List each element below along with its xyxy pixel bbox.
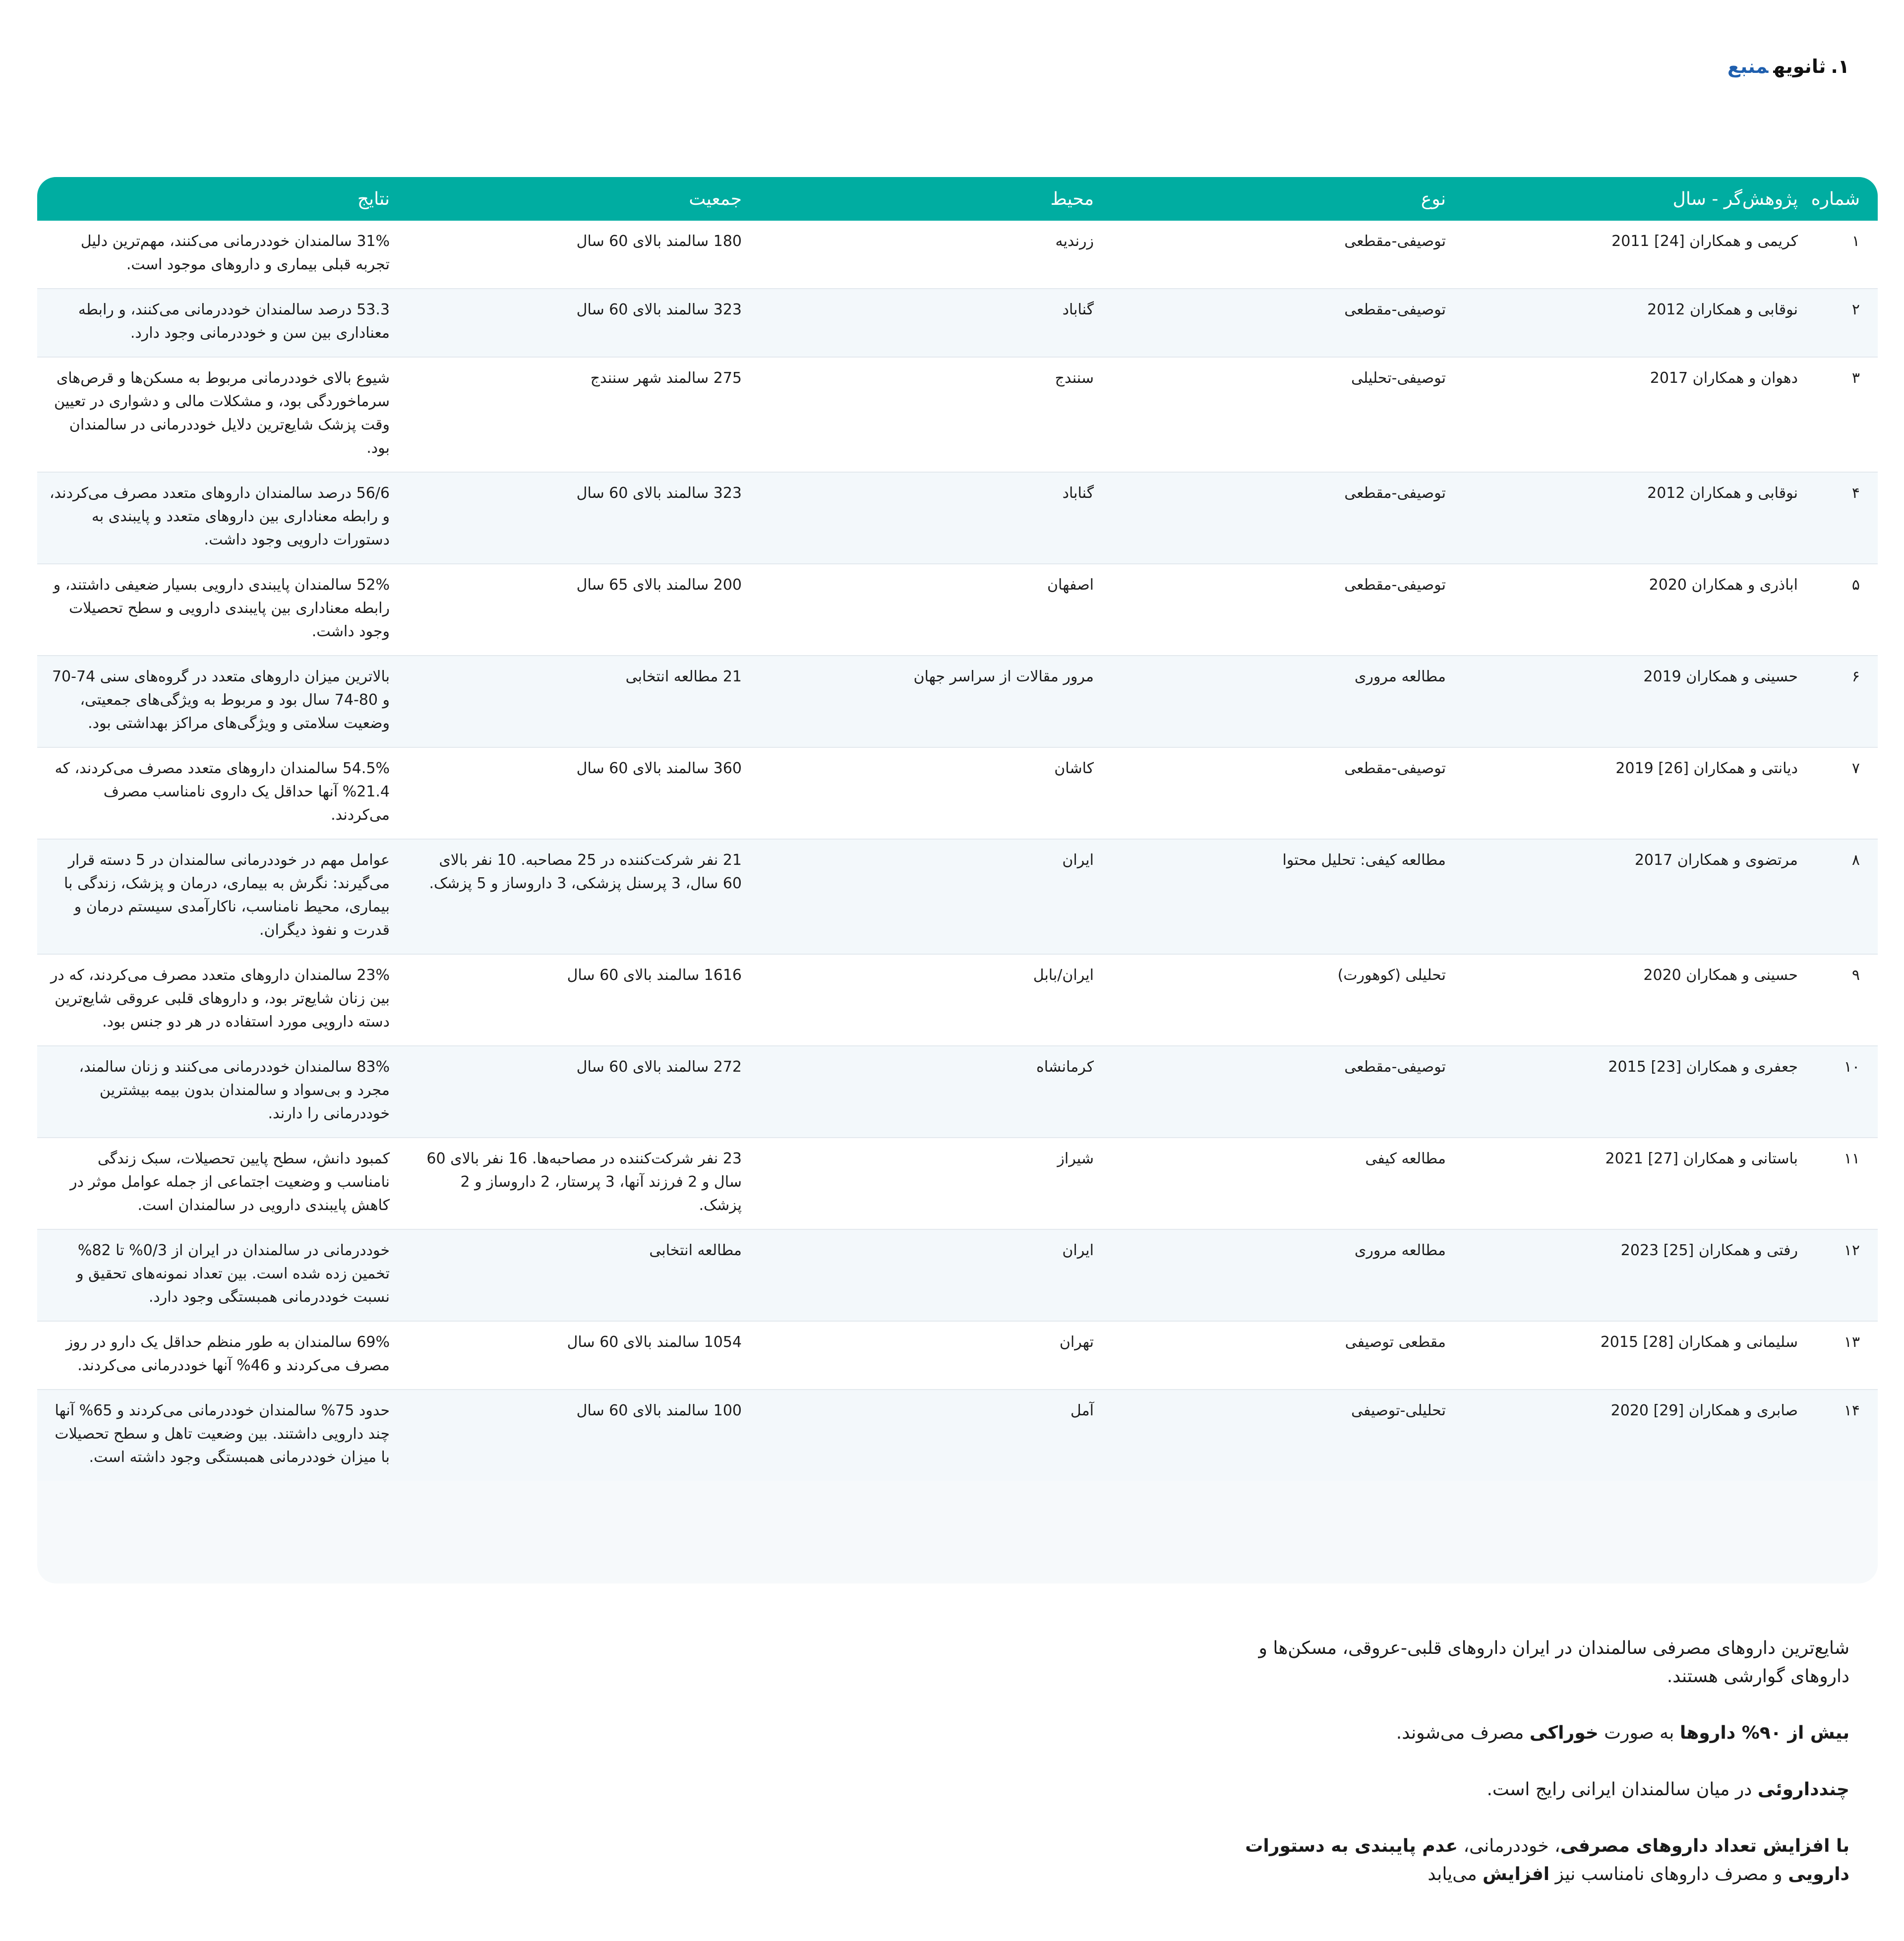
cell-setting: شیراز	[760, 1138, 1112, 1229]
cell-population: مطالعه انتخابی	[408, 1229, 760, 1321]
cell-researcher: مرتضوی و همکاران 2017	[1464, 839, 1816, 954]
cell-population: 1054 سالمند بالای 60 سال	[408, 1321, 760, 1390]
cell-setting: سنندج	[760, 357, 1112, 472]
note-increase	[1235, 1832, 1849, 1888]
cell-researcher: صابری و همکاران [29] 2020	[1610, 1402, 1798, 1419]
column-header-researcher: پژوهش‌گر - سال	[1672, 188, 1798, 209]
note-oral-text-2: مصرف می‌شوند.	[1396, 1723, 1530, 1743]
cell-number: ۱۱	[1816, 1138, 1878, 1229]
cell-researcher: اباذری و همکاران 2020	[1464, 564, 1816, 656]
cell-type: مطالعه مروری	[1112, 656, 1464, 747]
table-row	[37, 472, 1878, 564]
cell-number: ۲	[1816, 289, 1878, 357]
cell-type: توصیفی-مقطعی	[1112, 472, 1464, 564]
cell-population: 275 سالمند شهر سنندج	[408, 357, 760, 472]
cell-setting: زرندیه	[760, 221, 1112, 289]
cell-researcher: حسینی و همکاران 2019	[1464, 656, 1816, 747]
table-row	[37, 357, 1878, 472]
cell-researcher: دهوان و همکاران 2017	[1464, 357, 1816, 472]
cell-population: 21 نفر شرکت‌کننده در 25 مصاحبه. 10 نفر بالای 60 سال، 3 پرسنل پزشکی، 3 داروساز و 5 پزشک.	[408, 839, 760, 954]
cell-result: 53.3 درصد سالمندان خوددرمانی می‌کنند، و رابطه معناداری بین سن و خوددرمانی وجود دارد.	[37, 289, 408, 357]
cell-number: ۱۲	[1816, 1229, 1878, 1321]
cell-researcher: باستانی و همکاران [27] 2021	[1464, 1138, 1816, 1229]
heading-number: ۱.	[1831, 56, 1849, 77]
cell-setting: آمل	[1070, 1402, 1094, 1419]
cell-result: حدود 75% سالمندان خوددرمانی می‌کردند و 65% آنها چند دارویی داشتند. بین وضعیت تاهل و سطح تحصیلات با میزان خوددرمانی همبستگی وجود داشته است.	[55, 1402, 390, 1466]
cell-result: 31% سالمندان خوددرمانی می‌کنند، مهم‌ترین دلیل تجربه قبلی بیماری و داروهای موجود است.	[37, 221, 408, 289]
studies-table	[37, 177, 1878, 1481]
cell-population: 23 نفر شرکت‌کننده در مصاحبه‌ها. 16 نفر بالای 60 سال و 2 فرزند آنها، 3 پرستار، 2 داروساز و 2 پزشک.	[408, 1138, 760, 1229]
table-row	[37, 1046, 1878, 1138]
cell-type: تحلیلی (کوهورت)	[1112, 954, 1464, 1046]
note-polypharmacy	[1235, 1775, 1849, 1804]
cell-setting: ایران	[760, 1229, 1112, 1321]
note-oral-text-1: به صورت	[1598, 1723, 1680, 1743]
cell-type: مقطعی توصیفی	[1112, 1321, 1464, 1390]
cell-setting: مرور مقالات از سراسر جهان	[760, 656, 1112, 747]
table-row	[37, 289, 1878, 357]
table-row	[37, 747, 1878, 839]
column-header-type: نوع	[1421, 188, 1446, 209]
cell-result: 69% سالمندان به طور منظم حداقل یک دارو در روز مصرف می‌کردند و 46% آنها خوددرمانی می‌کردند.	[37, 1321, 408, 1390]
cell-setting: تهران	[760, 1321, 1112, 1390]
note-increase-text-2: و مصرف داروهای نامناسب نیز	[1549, 1864, 1788, 1884]
cell-result: 54.5% سالمندان داروهای متعدد مصرف می‌کردند، که 21.4% آنها حداقل یک داروی نامناسب مصرف می‌کردند.	[37, 747, 408, 839]
column-header-setting: محیط	[1050, 188, 1094, 209]
cell-number: ۷	[1816, 747, 1878, 839]
cell-result: کمبود دانش، سطح پایین تحصیلات، سبک زندگی نامناسب و وضعیت اجتماعی از جمله عوامل موثر در کاهش پایبندی دارویی در سالمندان است.	[37, 1138, 408, 1229]
cell-researcher: حسینی و همکاران 2020	[1464, 954, 1816, 1046]
summary-notes	[1235, 1634, 1849, 1917]
note-increase-bold-3: افزایش	[1483, 1864, 1550, 1884]
cell-type: توصیفی-مقطعی	[1112, 221, 1464, 289]
cell-number: ۶	[1816, 656, 1878, 747]
cell-result: 52% سالمندان پایبندی دارویی بسیار ضعیفی داشتند، و رابطه معناداری بین پایبندی دارویی و سطح تحصیلات وجود داشت.	[37, 564, 408, 656]
note-oral-bold-2: خوراکی	[1529, 1723, 1599, 1743]
note-common-drugs-text: شایع‌ترین داروهای مصرفی سالمندان در ایران داروهای قلبی-عروقی، مسکن‌ها و داروهای گوارشی هستند.	[1258, 1638, 1849, 1687]
cell-type: مطالعه کیفی	[1112, 1138, 1464, 1229]
note-increase-bold-2: عدم پایبندی به دستورات دارویی	[1245, 1836, 1849, 1884]
cell-type: تحلیلی-توصیفی	[1351, 1402, 1446, 1419]
cell-population: 360 سالمند بالای 60 سال	[408, 747, 760, 839]
cell-result: 83% سالمندان خوددرمانی می‌کنند و زنان سالمند، مجرد و بی‌سواد و سالمندان بدون بیمه بیشترین خوددرمانی را دارند.	[37, 1046, 408, 1138]
table-row	[37, 221, 1878, 289]
cell-type: مطالعه کیفی: تحلیل محتوا	[1112, 839, 1464, 954]
cell-type: توصیفی-مقطعی	[1112, 747, 1464, 839]
cell-result: شیوع بالای خوددرمانی مربوط به مسکن‌ها و قرص‌های سرماخوردگی بود، و مشکلات مالی و دشواری در تعیین وقت پزشک شایع‌ترین دلایل خوددرمانی در سالمندان بود.	[37, 357, 408, 472]
heading-accent: منبع	[1727, 56, 1769, 77]
cell-setting: گناباد	[760, 472, 1112, 564]
cell-type: توصیفی-مقطعی	[1112, 564, 1464, 656]
table-row	[37, 1390, 1878, 1481]
cell-population: 323 سالمند بالای 60 سال	[408, 472, 760, 564]
note-increase-text-3: می‌یابد	[1428, 1864, 1483, 1884]
cell-population: 21 مطالعه انتخابی	[408, 656, 760, 747]
note-polypharmacy-bold: چندداروئی	[1757, 1779, 1849, 1800]
cell-researcher: جعفری و همکاران [23] 2015	[1464, 1046, 1816, 1138]
table-row	[37, 1229, 1878, 1321]
cell-researcher: کریمی و همکاران [24] 2011	[1464, 221, 1816, 289]
table-row	[37, 656, 1878, 747]
cell-result: 56/6 درصد سالمندان داروهای متعدد مصرف می‌کردند، و رابطه معناداری بین داروهای متعدد و پایبندی به دستورات دارویی وجود داشت.	[37, 472, 408, 564]
cell-number: ۹	[1816, 954, 1878, 1046]
cell-number: ۳	[1816, 357, 1878, 472]
cell-setting: ایران/بابل	[760, 954, 1112, 1046]
cell-setting: اصفهان	[760, 564, 1112, 656]
cell-population: 1616 سالمند بالای 60 سال	[408, 954, 760, 1046]
cell-result: خوددرمانی در سالمندان در ایران از 0/3% تا 82% تخمین زده شده است. بین تعداد نمونه‌های تحقیق و نسبت خوددرمانی همبستگی وجود دارد.	[37, 1229, 408, 1321]
cell-researcher: نوقابی و همکاران 2012	[1464, 289, 1816, 357]
cell-result: 23% سالمندان داروهای متعدد مصرف می‌کردند، که در بین زنان شایع‌تر بود، و داروهای قلبی عروقی شایع‌ترین دسته دارویی مورد استفاده در هر دو جنس بود.	[37, 954, 408, 1046]
cell-population: 323 سالمند بالای 60 سال	[408, 289, 760, 357]
cell-number: ۴	[1816, 472, 1878, 564]
table-body	[37, 221, 1878, 1481]
studies-table-container	[37, 177, 1878, 1583]
cell-population: 100 سالمند بالای 60 سال	[576, 1402, 742, 1419]
table-row	[37, 564, 1878, 656]
cell-number: ۱۴	[1844, 1402, 1860, 1419]
cell-result: بالاترین میزان داروهای متعدد در گروه‌های سنی 74-70 و 80-74 سال بود و مربوط به ویژگی‌های جمعیتی، وضعیت سلامتی و ویژگی‌های مراکز بهداشتی بود.	[37, 656, 408, 747]
cell-researcher: سلیمانی و همکاران [28] 2015	[1464, 1321, 1816, 1390]
note-polypharmacy-text: در میان سالمندان ایرانی رایج است.	[1487, 1779, 1758, 1800]
cell-researcher: رفتی و همکاران [25] 2023	[1464, 1229, 1816, 1321]
cell-setting: گناباد	[760, 289, 1112, 357]
cell-setting: کرمانشاه	[760, 1046, 1112, 1138]
section-heading	[1727, 56, 1849, 77]
column-header-population: جمعیت	[689, 188, 742, 209]
cell-setting: کاشان	[760, 747, 1112, 839]
table-header-row	[37, 177, 1878, 221]
cell-population: 200 سالمند بالای 65 سال	[408, 564, 760, 656]
note-increase-text-1: ، خوددرمانی،	[1458, 1836, 1560, 1856]
cell-number: ۵	[1816, 564, 1878, 656]
table-row	[37, 1138, 1878, 1229]
cell-number: ۸	[1816, 839, 1878, 954]
cell-setting: ایران	[760, 839, 1112, 954]
cell-type: توصیفی-تحلیلی	[1112, 357, 1464, 472]
table-row	[37, 839, 1878, 954]
cell-number: ۱۰	[1816, 1046, 1878, 1138]
cell-type: مطالعه مروری	[1112, 1229, 1464, 1321]
cell-number: ۱۳	[1816, 1321, 1878, 1390]
cell-type: توصیفی-مقطعی	[1112, 1046, 1464, 1138]
note-common-drugs	[1235, 1634, 1849, 1691]
table-row	[37, 954, 1878, 1046]
note-increase-bold-1: با افزایش تعداد داروهای مصرفی	[1560, 1836, 1849, 1856]
cell-number: ۱	[1816, 221, 1878, 289]
cell-researcher: نوقابی و همکاران 2012	[1464, 472, 1816, 564]
cell-researcher: دیانتی و همکاران [26] 2019	[1464, 747, 1816, 839]
column-header-results: نتایج	[357, 188, 390, 209]
note-oral-drugs	[1235, 1719, 1849, 1747]
column-header-number: شماره	[1811, 188, 1860, 209]
cell-population: 272 سالمند بالای 60 سال	[408, 1046, 760, 1138]
note-oral-bold-1: بیش از ۹۰% داروها	[1679, 1723, 1849, 1743]
cell-population: 180 سالمند بالای 60 سال	[408, 221, 760, 289]
cell-result: عوامل مهم در خوددرمانی سالمندان در 5 دسته قرار می‌گیرند: نگرش به بیماری، درمان و پزشک، زندگی با بیماری، محیط نامناسب، ناکارآمدی سیستم درمان و قدرت و نفوذ دیگران.	[37, 839, 408, 954]
table-row	[37, 1321, 1878, 1390]
cell-type: توصیفی-مقطعی	[1112, 289, 1464, 357]
heading-title: ثانویه	[1773, 56, 1826, 77]
